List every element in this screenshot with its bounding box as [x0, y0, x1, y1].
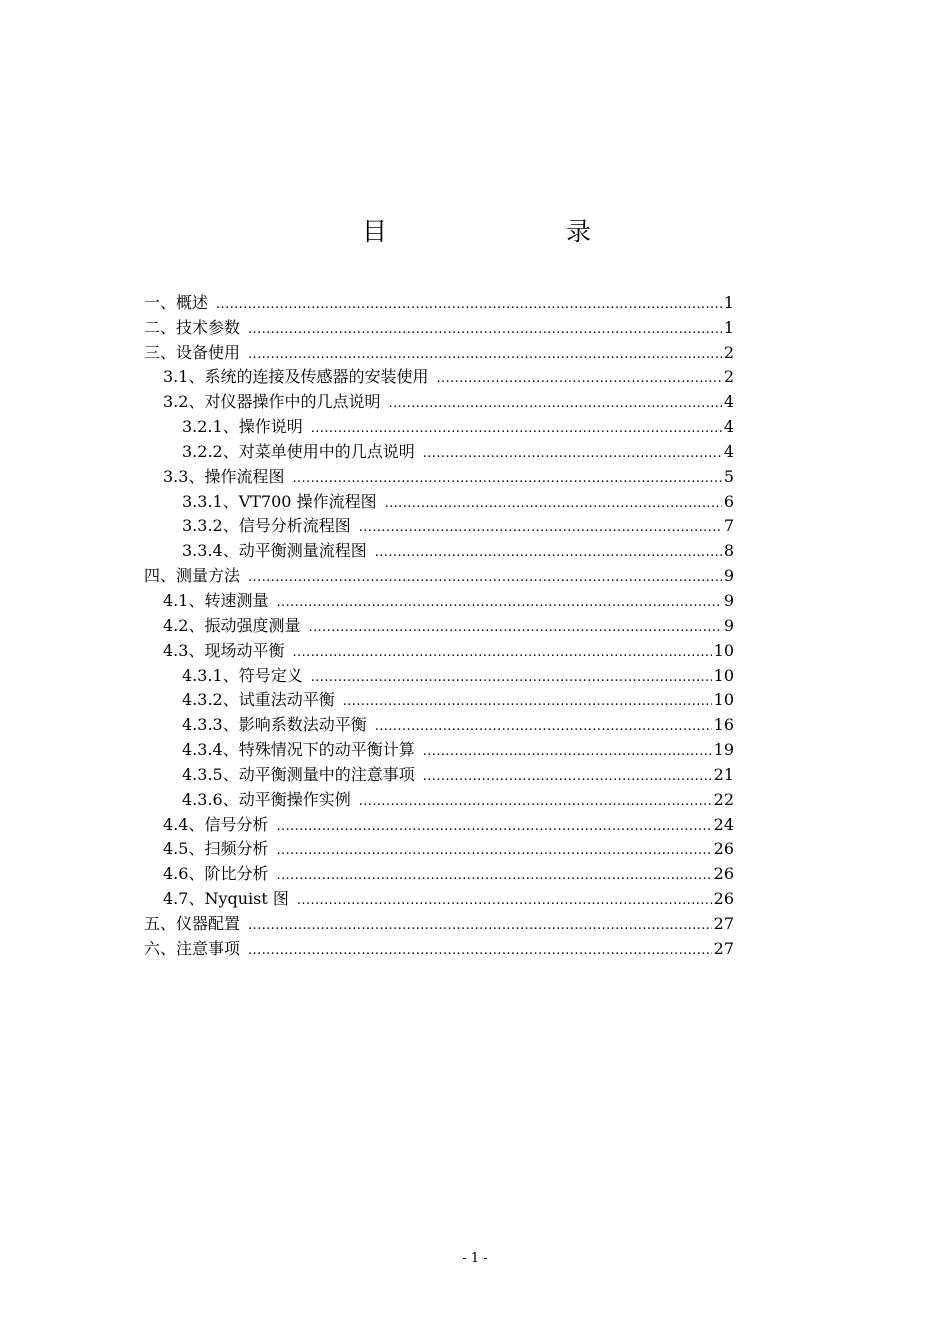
toc-entry-1[interactable]: [144, 289, 734, 314]
toc-leader-dots: [308, 615, 721, 637]
toc-entry-4-3[interactable]: [144, 637, 734, 662]
table-of-contents: [144, 289, 734, 960]
toc-entry-label: 4.3.1、符号定义: [182, 665, 303, 685]
toc-entry-label: 4.7、Nyquist 图: [163, 889, 289, 909]
toc-entry-page: 27: [713, 938, 734, 958]
toc-entry-label: 3.3、操作流程图: [163, 466, 285, 486]
toc-entry-page: 24: [713, 814, 734, 834]
toc-entry-page: 9: [723, 566, 734, 586]
toc-leader-dots: [359, 515, 722, 537]
toc-entry-3-2-2[interactable]: [144, 438, 734, 463]
toc-entry-3-2-1[interactable]: [144, 413, 734, 438]
toc-leader-dots: [292, 466, 721, 488]
toc-entry-label: 4.3.6、动平衡操作实例: [182, 789, 351, 809]
page-number: - 1 -: [462, 1251, 488, 1266]
toc-entry-page: 16: [713, 715, 734, 735]
toc-leader-dots: [436, 366, 721, 388]
toc-entry-2[interactable]: [144, 314, 734, 339]
toc-entry-page: 10: [713, 690, 734, 710]
toc-leader-dots: [423, 764, 712, 786]
toc-entry-page: 22: [713, 789, 734, 809]
toc-entry-page: 4: [723, 441, 734, 461]
toc-entry-label: 4.3.2、试重法动平衡: [182, 690, 335, 710]
toc-title-part1: 目: [362, 217, 388, 246]
toc-entry-4-7[interactable]: [144, 885, 734, 910]
toc-leader-dots: [276, 863, 711, 885]
toc-entry-4-1[interactable]: [144, 587, 734, 612]
toc-entry-page: 26: [713, 864, 734, 884]
toc-leader-dots: [248, 565, 722, 587]
toc-entry-label: 4.3、现场动平衡: [163, 640, 285, 660]
toc-leader-dots: [216, 292, 722, 314]
toc-entry-label: 3.3.4、动平衡测量流程图: [182, 541, 367, 561]
toc-entry-page: 8: [723, 541, 734, 561]
toc-entry-page: 2: [723, 367, 734, 387]
toc-entry-4-3-1[interactable]: [144, 662, 734, 687]
toc-entry-4-3-6[interactable]: [144, 786, 734, 811]
toc-entry-page: 10: [713, 665, 734, 685]
toc-entry-3-2[interactable]: [144, 388, 734, 413]
toc-entry-label: 4.1、转速测量: [163, 590, 269, 610]
toc-entry-label: 3.1、系统的连接及传感器的安装使用: [163, 367, 429, 387]
toc-entry-label: 4.3.5、动平衡测量中的注意事项: [182, 764, 415, 784]
toc-leader-dots: [276, 590, 721, 612]
toc-entry-3-3-4[interactable]: [144, 537, 734, 562]
toc-entry-label: 4.3.4、特殊情况下的动平衡计算: [182, 740, 415, 760]
toc-entry-page: 4: [723, 392, 734, 412]
toc-entry-page: 2: [723, 342, 734, 362]
toc-leader-dots: [248, 938, 712, 960]
toc-leader-dots: [423, 441, 722, 463]
toc-leader-dots: [248, 317, 722, 339]
toc-title-part2: 录: [566, 217, 592, 246]
toc-entry-4-3-5[interactable]: [144, 761, 734, 786]
toc-entry-label: 六、注意事项: [144, 938, 241, 958]
toc-entry-label: 二、技术参数: [144, 317, 241, 337]
toc-entry-label: 三、设备使用: [144, 342, 241, 362]
toc-entry-4-3-2[interactable]: [144, 687, 734, 712]
toc-entry-label: 3.2.2、对菜单使用中的几点说明: [182, 441, 415, 461]
toc-leader-dots: [375, 714, 712, 736]
toc-entry-page: 21: [713, 764, 734, 784]
toc-leader-dots: [276, 838, 711, 860]
toc-leader-dots: [248, 913, 712, 935]
toc-entry-label: 4.6、阶比分析: [163, 864, 269, 884]
toc-entry-label: 3.3.1、VT700 操作流程图: [182, 491, 377, 511]
toc-leader-dots: [359, 789, 712, 811]
toc-entry-page: 6: [723, 491, 734, 511]
toc-entry-page: 1: [723, 317, 734, 337]
toc-entry-3-1[interactable]: [144, 364, 734, 389]
toc-entry-4-4[interactable]: [144, 811, 734, 836]
toc-entry-5[interactable]: [144, 910, 734, 935]
toc-entry-label: 4.4、信号分析: [163, 814, 269, 834]
toc-entry-label: 四、测量方法: [144, 566, 241, 586]
toc-entry-label: 一、概述: [144, 292, 209, 312]
toc-leader-dots: [248, 342, 722, 364]
toc-entry-page: 7: [723, 516, 734, 536]
toc-leader-dots: [276, 814, 711, 836]
toc-entry-4-5[interactable]: [144, 836, 734, 861]
toc-entry-page: 19: [713, 740, 734, 760]
toc-entry-4-3-3[interactable]: [144, 711, 734, 736]
toc-title: [0, 214, 950, 254]
toc-entry-label: 4.5、扫频分析: [163, 839, 269, 859]
toc-entry-4-6[interactable]: [144, 860, 734, 885]
toc-entry-page: 1: [723, 292, 734, 312]
toc-entry-page: 5: [723, 466, 734, 486]
toc-leader-dots: [375, 540, 722, 562]
toc-entry-4-2[interactable]: [144, 612, 734, 637]
toc-entry-page: 26: [713, 839, 734, 859]
toc-entry-page: 10: [713, 640, 734, 660]
toc-leader-dots: [297, 888, 712, 910]
toc-leader-dots: [388, 391, 721, 413]
toc-leader-dots: [423, 739, 712, 761]
toc-entry-page: 4: [723, 417, 734, 437]
toc-entry-4-3-4[interactable]: [144, 736, 734, 761]
toc-entry-3-3[interactable]: [144, 463, 734, 488]
toc-entry-3-3-2[interactable]: [144, 513, 734, 538]
toc-entry-3-3-1[interactable]: [144, 488, 734, 513]
toc-entry-page: 9: [723, 590, 734, 610]
toc-leader-dots: [311, 665, 712, 687]
toc-entry-page: 26: [713, 889, 734, 909]
toc-leader-dots: [311, 416, 722, 438]
toc-entry-label: 4.2、振动强度测量: [163, 615, 301, 635]
toc-entry-label: 五、仪器配置: [144, 913, 241, 933]
toc-entry-4[interactable]: [144, 562, 734, 587]
toc-entry-label: 3.2.1、操作说明: [182, 417, 303, 437]
toc-entry-page: 27: [713, 913, 734, 933]
toc-leader-dots: [343, 689, 712, 711]
toc-entry-label: 3.2、对仪器操作中的几点说明: [163, 392, 381, 412]
toc-entry-label: 3.3.2、信号分析流程图: [182, 516, 351, 536]
toc-entry-6[interactable]: [144, 935, 734, 960]
toc-leader-dots: [385, 491, 722, 513]
toc-leader-dots: [292, 640, 711, 662]
toc-entry-label: 4.3.3、影响系数法动平衡: [182, 715, 367, 735]
toc-entry-page: 9: [723, 615, 734, 635]
toc-entry-3[interactable]: [144, 339, 734, 364]
